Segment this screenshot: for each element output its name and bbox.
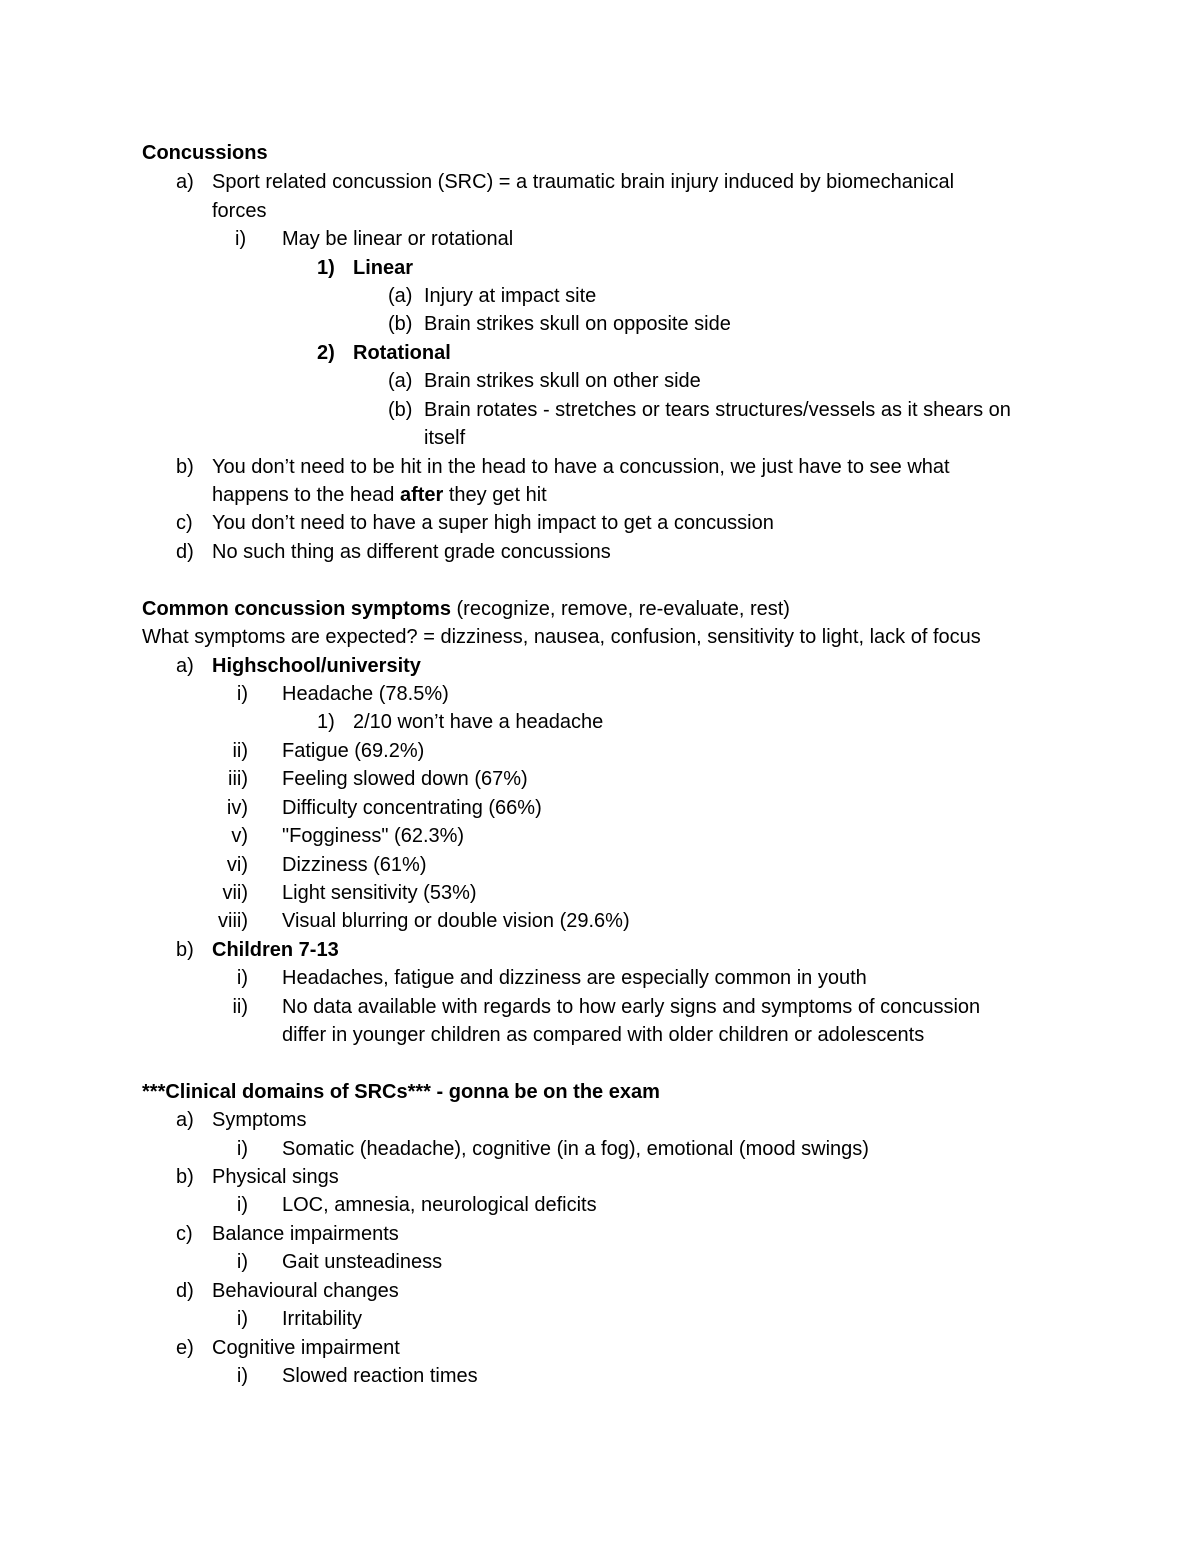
list-item-text: Fatigue (69.2%) xyxy=(282,740,425,762)
list-item-text: Symptoms xyxy=(212,1109,307,1131)
list-item-text: Behavioural changes xyxy=(212,1280,399,1302)
list-marker: i) xyxy=(236,1308,248,1330)
list-item-text: Headaches, fatigue and dizziness are especially common in youth xyxy=(282,967,867,989)
list-item-text-continued: forces xyxy=(212,200,267,222)
list-marker: viii) xyxy=(218,910,248,932)
list-marker: a) xyxy=(176,1109,194,1131)
list-marker: vii) xyxy=(222,882,248,904)
list-marker: e) xyxy=(176,1337,194,1359)
section-title-concussions: Concussions xyxy=(142,142,268,164)
list-item-text: May be linear or rotational xyxy=(282,228,514,250)
list-marker: 2) xyxy=(317,342,335,364)
subheading-linear: Linear xyxy=(353,257,414,279)
list-item-text: No such thing as different grade concussions xyxy=(212,541,611,563)
list-marker: (b) xyxy=(388,399,413,421)
list-item-text: Difficulty concentrating (66%) xyxy=(282,797,542,819)
text-run: happens to the head xyxy=(212,484,400,506)
list-marker: i) xyxy=(236,1138,248,1160)
symptoms-question: What symptoms are expected? = dizziness, nausea, confusion, sensitivity to light, lack of focus xyxy=(142,626,981,648)
list-item-text: Sport related concussion (SRC) = a traumatic brain injury induced by biomechanical xyxy=(212,171,955,193)
section-title-clinical-domains: ***Clinical domains of SRCs*** - gonna be on the exam xyxy=(142,1081,660,1103)
list-marker: 1) xyxy=(317,257,335,279)
list-item-text: Balance impairments xyxy=(212,1223,399,1245)
list-item-text: Light sensitivity (53%) xyxy=(282,882,477,904)
list-item-text: You don’t need to have a super high impact to get a concussion xyxy=(212,512,774,534)
list-marker: v) xyxy=(231,825,248,847)
list-item-text: Irritability xyxy=(282,1308,363,1330)
section-title-symptoms-line xyxy=(142,597,790,621)
list-marker: a) xyxy=(176,171,194,193)
list-item-text: You don’t need to be hit in the head to have a concussion, we just have to see what xyxy=(212,456,950,478)
list-marker: i) xyxy=(235,228,247,250)
list-item-text: Headache (78.5%) xyxy=(282,683,449,705)
list-marker: b) xyxy=(176,1166,194,1188)
list-marker: i) xyxy=(236,1194,248,1216)
list-item-text: Dizziness (61%) xyxy=(282,854,427,876)
list-marker: (a) xyxy=(388,370,413,392)
list-marker: d) xyxy=(176,541,194,563)
subheading-highschool: Highschool/university xyxy=(212,655,421,677)
list-item-text-continued xyxy=(212,483,547,507)
text-run: they get hit xyxy=(443,484,547,506)
section-title-symptoms: Common concussion symptoms xyxy=(142,598,451,620)
emphasis-after: after xyxy=(399,484,444,506)
list-item-text: Slowed reaction times xyxy=(282,1365,478,1387)
list-marker: i) xyxy=(236,967,248,989)
list-item-text: Feeling slowed down (67%) xyxy=(282,768,528,790)
list-marker: 1) xyxy=(317,711,335,733)
list-item-text: Injury at impact site xyxy=(424,285,597,307)
list-item-text: Physical sings xyxy=(212,1166,339,1188)
subheading-children: Children 7-13 xyxy=(212,939,339,961)
section-title-note: (recognize, remove, re-evaluate, rest) xyxy=(450,598,790,620)
list-marker: (a) xyxy=(388,285,413,307)
list-item-text: Brain rotates - stretches or tears structures/vessels as it shears on xyxy=(424,399,1011,421)
list-marker: i) xyxy=(236,1251,248,1273)
list-marker: ii) xyxy=(232,996,248,1018)
list-item-text: LOC, amnesia, neurological deficits xyxy=(282,1194,597,1216)
list-marker: iii) xyxy=(228,768,248,790)
list-item-text: Brain strikes skull on opposite side xyxy=(424,313,731,335)
list-item-text: Somatic (headache), cognitive (in a fog), emotional (mood swings) xyxy=(282,1138,869,1160)
list-item-text: Visual blurring or double vision (29.6%) xyxy=(282,910,630,932)
list-marker: i) xyxy=(236,1365,248,1387)
list-marker: a) xyxy=(176,655,194,677)
list-marker: iv) xyxy=(226,797,248,819)
list-marker: (b) xyxy=(388,313,413,335)
list-item-text-continued: differ in younger children as compared with older children or adolescents xyxy=(282,1024,925,1046)
list-marker: ii) xyxy=(232,740,248,762)
list-marker: c) xyxy=(176,1223,193,1245)
list-marker: b) xyxy=(176,456,194,478)
list-marker: b) xyxy=(176,939,194,961)
list-item-text: No data available with regards to how early signs and symptoms of concussion xyxy=(282,996,981,1018)
list-marker: i) xyxy=(236,683,248,705)
list-marker: d) xyxy=(176,1280,194,1302)
list-marker: vi) xyxy=(226,854,248,876)
list-item-text: Gait unsteadiness xyxy=(282,1251,443,1273)
list-item-text: "Fogginess" (62.3%) xyxy=(282,825,465,847)
list-marker: c) xyxy=(176,512,193,534)
list-item-text-continued: itself xyxy=(424,427,466,449)
list-item-text: Cognitive impairment xyxy=(212,1337,400,1359)
list-item-text: 2/10 won’t have a headache xyxy=(353,711,604,733)
list-item-text: Brain strikes skull on other side xyxy=(424,370,701,392)
subheading-rotational: Rotational xyxy=(353,342,451,364)
